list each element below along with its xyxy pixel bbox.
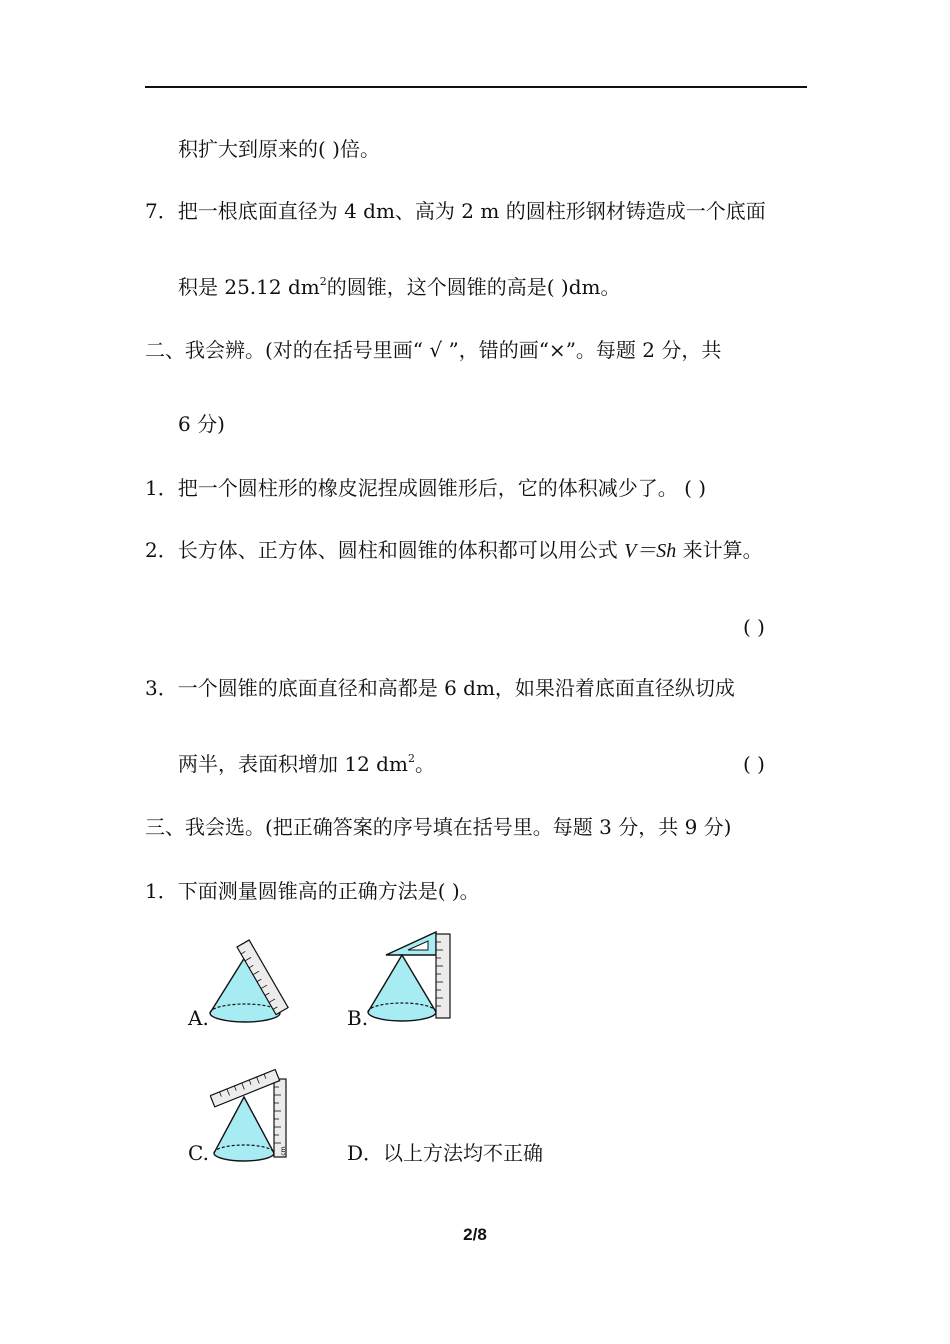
question-6-continuation: 积扩大到原来的( )倍。 <box>178 137 380 161</box>
section-3-heading: 三、我会选。(把正确答案的序号填在括号里。每题 3 分，共 9 分) <box>145 815 732 839</box>
judge-question-2: 2．长方体、正方体、圆柱和圆锥的体积都可以用公式 V＝Sh 来计算。 <box>145 538 763 562</box>
option-b-label[interactable]: B. <box>347 1006 369 1030</box>
judge-question-1: 1．把一个圆柱形的橡皮泥捏成圆锥形后，它的体积减少了。 ( ) <box>145 476 707 500</box>
answer-bracket-j3[interactable]: ( ) <box>743 752 765 776</box>
option-c-label[interactable]: C. <box>188 1141 209 1165</box>
page-number: 2/8 <box>463 1225 487 1244</box>
cone-shape <box>368 955 436 1021</box>
option-d-label[interactable]: D．以上方法均不正确 <box>347 1141 544 1165</box>
option-a-label[interactable]: A. <box>188 1006 209 1030</box>
cone-shape <box>214 1097 274 1161</box>
ruler-icon <box>436 934 450 1018</box>
section-2-heading-cont: 6 分) <box>178 412 225 436</box>
question-7-line-2: 积是 25.12 $dm^2$的圆锥，这个圆锥的高是( )dm。 <box>178 275 621 299</box>
figure-c-cone-two-rulers <box>210 1065 292 1165</box>
answer-bracket-j2[interactable]: ( ) <box>743 615 765 639</box>
judge-question-3-line-2: 两半，表面积增加 12 $dm^2$。 <box>178 752 435 776</box>
choice-question-1: 1．下面测量圆锥高的正确方法是( )。 <box>145 879 480 903</box>
section-2-heading: 二、我会辨。(对的在括号里画“ √ ”，错的画“×”。每题 2 分，共 <box>145 338 722 362</box>
figure-b-cone-triangle-ruler <box>364 928 456 1028</box>
header-rule <box>145 86 807 88</box>
figure-a-cone-slant-ruler <box>205 935 295 1030</box>
svg-text:cm: cm <box>280 1146 287 1156</box>
question-7-line-1: 7．把一根底面直径为 4 dm、高为 2 m 的圆柱形钢材铸造成一个底面 <box>145 199 766 223</box>
ruler-icon <box>274 1079 287 1157</box>
judge-question-3-line-1: 3．一个圆锥的底面直径和高都是 6 dm，如果沿着底面直径纵切成 <box>145 676 735 700</box>
